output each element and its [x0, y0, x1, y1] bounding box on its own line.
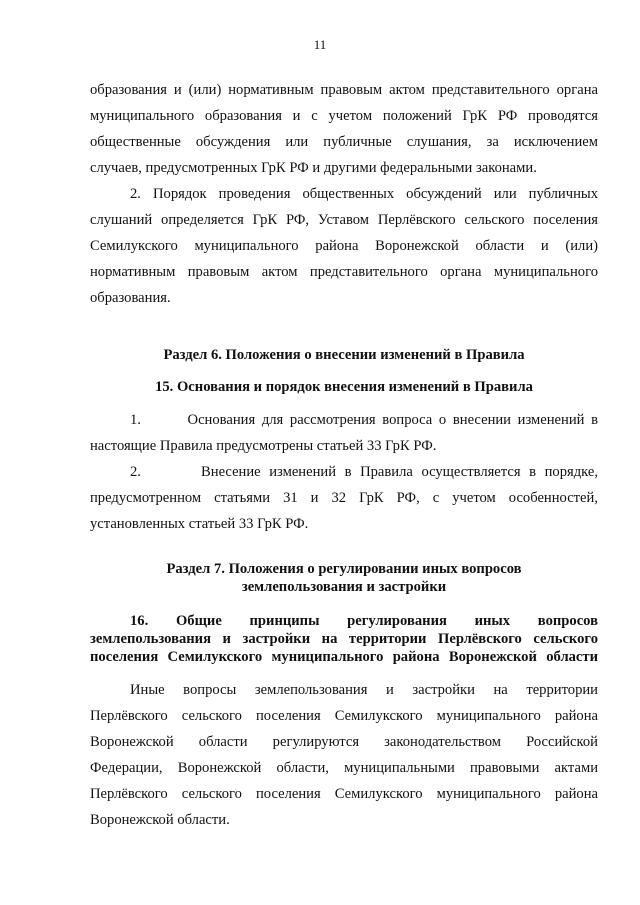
article-16-body	[90, 677, 598, 833]
text-line: установленных статьей 33 ГрК РФ.	[90, 516, 309, 532]
text-line: 1. Основания для рассмотрения вопроса о внесении изменений в	[130, 412, 598, 428]
text-line: Семилукского муниципального района Воронежской области и (или)	[90, 238, 598, 254]
article-15-heading	[90, 378, 598, 396]
article-15-item-2	[90, 459, 598, 537]
text-line: Воронежской области.	[90, 812, 230, 828]
heading-line: землепользования и застройки	[241, 579, 447, 595]
heading-text: 15. Основания и порядок внесения изменений в Правила	[155, 379, 533, 395]
text-line: муниципального образования и с учетом положений ГрК РФ проводятся	[90, 108, 598, 124]
heading-text: Раздел 6. Положения о внесении изменений в Правила	[163, 347, 525, 363]
paragraph-2	[90, 181, 598, 311]
heading-line: 16. Общие принципы регулирования иных вопросов	[130, 613, 598, 629]
heading-line: Раздел 7. Положения о регулировании иных вопросов	[166, 561, 522, 577]
text-line: случаев, предусмотренных ГрК РФ и другими федеральными законами.	[90, 160, 537, 176]
text-line: слушаний определяется ГрК РФ, Уставом Перлёвского сельского поселения	[90, 212, 598, 228]
heading-line: поселения Семилукского муниципального района Воронежской области	[90, 649, 598, 665]
page-number: 11	[313, 37, 327, 52]
text-line: общественные обсуждения или публичные слушания, за исключением	[90, 134, 598, 150]
text-line: настоящие Правила предусмотрены статьей 33 ГрК РФ.	[90, 438, 437, 454]
text-line: Перлёвского сельского поселения Семилукского муниципального района	[90, 708, 598, 724]
text-line: Воронежской области регулируются законодательством Российской	[90, 734, 598, 750]
text-line: Федерации, Воронежской области, муниципальными правовыми актами	[90, 760, 598, 776]
article-15-item-1	[90, 407, 598, 459]
text-line: 2. Внесение изменений в Правила осуществляется в порядке,	[130, 464, 598, 480]
text-line: предусмотренном статьями 31 и 32 ГрК РФ, с учетом особенностей,	[90, 490, 598, 506]
text-line: 2. Порядок проведения общественных обсуждений или публичных	[130, 186, 598, 202]
text-line: Иные вопросы землепользования и застройки на территории	[130, 682, 598, 698]
text-line: образования и (или) нормативным правовым актом представительного органа	[90, 82, 598, 98]
paragraph-continuation	[90, 77, 598, 181]
text-line: Перлёвского сельского поселения Семилукского муниципального района	[90, 786, 598, 802]
article-16-heading	[90, 612, 598, 666]
section-7-heading	[90, 560, 598, 596]
text-line: нормативным правовым актом представительного органа муниципального	[90, 264, 598, 280]
text-line: образования.	[90, 290, 171, 306]
heading-line: землепользования и застройки на территории Перлёвского сельского	[90, 631, 598, 647]
section-6-heading	[90, 346, 598, 364]
